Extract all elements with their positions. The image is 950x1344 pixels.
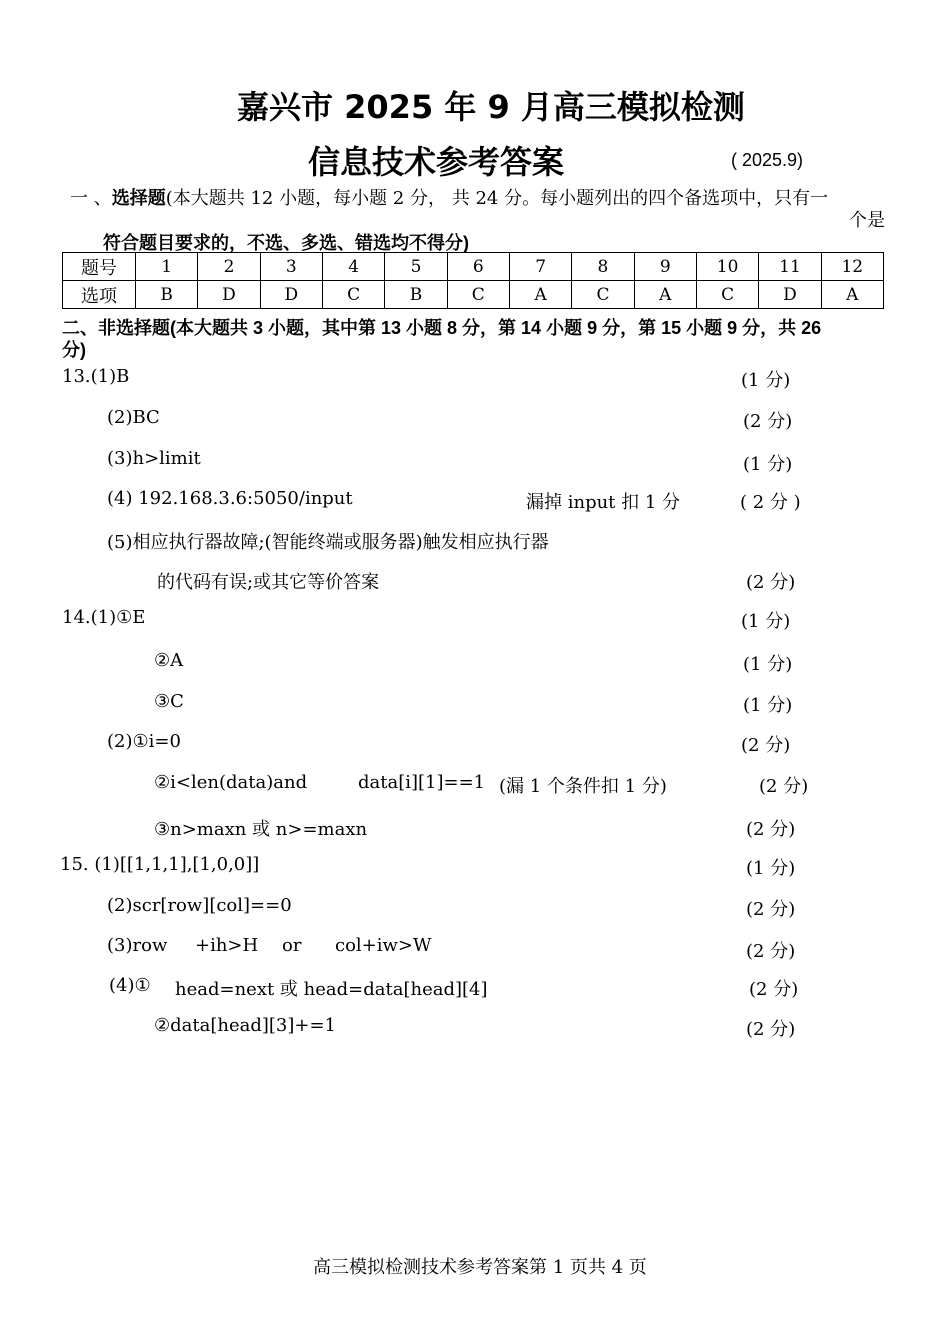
- section1-intro: [70, 184, 828, 210]
- q15-4a-score: (2 分): [749, 979, 799, 1000]
- table-cell: C: [322, 281, 384, 309]
- section1-label: 选择题: [111, 188, 166, 208]
- q14-1a-score: (1 分): [741, 611, 791, 632]
- table-cell: B: [136, 281, 198, 309]
- q14-1c-score: (1 分): [743, 695, 793, 716]
- q13-4-note: 漏掉 input 扣 1 分: [526, 492, 681, 513]
- q13-4-score: ( 2 分 ): [740, 492, 801, 513]
- q15-4a-answer: head=next 或 head=data[head][4]: [175, 979, 488, 1000]
- q15-1-answer: 15. (1)[[1,1,1],[1,0,0]]: [60, 854, 260, 875]
- exam-date: ( 2025.9): [731, 150, 804, 170]
- q14-2b-answer-cont: data[i][1]==1: [358, 772, 486, 793]
- table-cell: 2: [198, 253, 260, 281]
- q14-2c-answer: ③n>maxn 或 n>=maxn: [154, 819, 368, 840]
- table-cell: A: [634, 281, 696, 309]
- q14-1c-answer: ③C: [154, 691, 184, 712]
- table-cell: 10: [696, 253, 758, 281]
- q15-2-answer: (2)scr[row][col]==0: [107, 895, 292, 916]
- q15-2-score: (2 分): [746, 899, 796, 920]
- q13-1-answer: 13.(1)B: [62, 366, 130, 387]
- q13-5-score: (2 分): [746, 572, 796, 593]
- table-cell: 11: [759, 253, 821, 281]
- section2-heading: 二、非选择题(本大题共 3 小题，其中第 13 小题 8 分，第 14 小题 9 分，第 15 小题 9 分，共 26: [62, 318, 822, 338]
- q14-1b-score: (1 分): [743, 654, 793, 675]
- q13-5-answer-cont: 的代码有误;或其它等价答案: [157, 572, 380, 593]
- table-cell: 12: [821, 253, 883, 281]
- q13-3-answer: (3)h>limit: [107, 448, 201, 469]
- table-cell: A: [821, 281, 883, 309]
- q13-4-answer: (4) 192.168.3.6:5050/input: [107, 488, 353, 509]
- q13-2-score: (2 分): [743, 411, 793, 432]
- table-cell: C: [447, 281, 509, 309]
- table-cell: D: [260, 281, 322, 309]
- answer-table: [62, 252, 884, 309]
- q15-3-or: or: [282, 935, 302, 956]
- page-footer: 高三模拟检测技术参考答案第 1 页共 4 页: [313, 1257, 647, 1278]
- table-row-answers: [63, 281, 884, 309]
- table-cell: 5: [385, 253, 447, 281]
- table-cell: 8: [572, 253, 634, 281]
- table-cell: D: [198, 281, 260, 309]
- q14-2c-score: (2 分): [746, 819, 796, 840]
- q15-3-score: (2 分): [746, 941, 796, 962]
- row-label-answer: 选项: [63, 281, 136, 309]
- section1-wrap: 个是: [849, 210, 885, 231]
- table-cell: A: [509, 281, 571, 309]
- page-title: 嘉兴市 2025 年 9 月高三模拟检测: [237, 88, 745, 126]
- table-cell: 1: [136, 253, 198, 281]
- q15-3-answer: (3)row: [107, 935, 168, 956]
- table-cell: C: [696, 281, 758, 309]
- q13-2-answer: (2)BC: [107, 407, 160, 428]
- page-subtitle: 信息技术参考答案: [308, 143, 565, 181]
- q15-4a-label: (4)①: [109, 975, 151, 996]
- table-cell: B: [385, 281, 447, 309]
- q13-5-answer: (5)相应执行器故障;(智能终端或服务器)触发相应执行器: [107, 532, 549, 553]
- q14-2a-score: (2 分): [741, 735, 791, 756]
- q14-2b-answer: ②i<len(data)and: [154, 772, 308, 793]
- q14-2b-note: (漏 1 个条件扣 1 分): [499, 776, 667, 797]
- table-cell: 4: [322, 253, 384, 281]
- q14-1b-answer: ②A: [154, 650, 184, 671]
- table-cell: C: [572, 281, 634, 309]
- table-row-numbers: [63, 253, 884, 281]
- section1-requirement: 符合题目要求的，不选、多选、错选均不得分): [103, 233, 469, 253]
- q14-2a-answer: (2)①i=0: [107, 731, 181, 752]
- q14-2b-score: (2 分): [759, 776, 809, 797]
- section2-heading-cont: 分): [62, 340, 86, 360]
- section1-prefix: 一 、: [70, 188, 112, 209]
- table-cell: 3: [260, 253, 322, 281]
- q15-1-score: (1 分): [746, 858, 796, 879]
- q15-4b-answer: ②data[head][3]+=1: [154, 1015, 337, 1036]
- q14-1a-answer: 14.(1)①E: [62, 607, 146, 628]
- table-cell: D: [759, 281, 821, 309]
- section1-text: (本大题共 12 小题，每小题 2 分， 共 24 分。每小题列出的四个备选项中，只有一: [165, 188, 829, 209]
- q13-3-score: (1 分): [743, 454, 793, 475]
- q15-3-answer-part3: col+iw>W: [335, 935, 432, 956]
- q15-4b-score: (2 分): [746, 1019, 796, 1040]
- table-cell: 6: [447, 253, 509, 281]
- table-cell: 9: [634, 253, 696, 281]
- q15-3-answer-part2: +ih>H: [195, 935, 259, 956]
- row-label-number: 题号: [63, 253, 136, 281]
- table-cell: 7: [509, 253, 571, 281]
- q13-1-score: (1 分): [741, 370, 791, 391]
